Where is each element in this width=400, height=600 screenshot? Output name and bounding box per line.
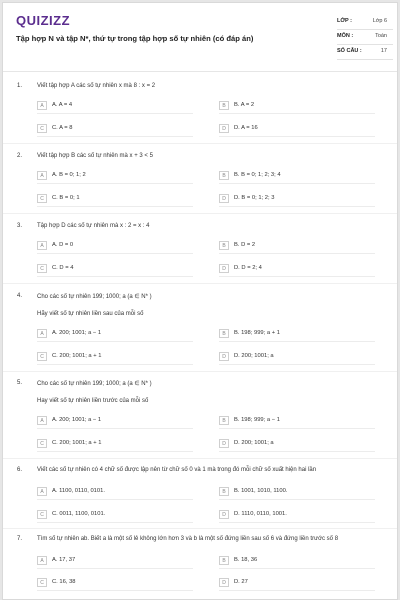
question-number: 1. xyxy=(17,83,23,89)
question-number: 7. xyxy=(17,536,23,542)
question-number: 2. xyxy=(17,153,23,159)
question-subtext: Hay viết số tự nhiên liền trước của mỗi số xyxy=(37,398,149,404)
worksheet-page xyxy=(2,2,398,600)
meta-row-subject xyxy=(337,30,393,45)
option-text: D. B = 0; 1; 2; 3 xyxy=(234,195,275,201)
option-text: C. 16, 38 xyxy=(52,579,76,585)
page-title: Tập hợp N và tập N*, thứ tự trong tập hợp số tự nhiên (có đáp án) xyxy=(16,34,254,43)
option-b[interactable] xyxy=(219,486,375,500)
option-text: B. A = 2 xyxy=(234,102,255,108)
option-text: D. 200; 1001; a xyxy=(234,440,274,446)
option-letter-box: C xyxy=(37,264,47,273)
option-letter-box: B xyxy=(219,416,229,425)
option-text: B. 1001, 1010, 1100. xyxy=(234,488,288,494)
question-number: 4. xyxy=(17,293,23,299)
meta-row-class xyxy=(337,15,393,30)
option-text: C. 200; 1001; a + 1 xyxy=(52,353,102,359)
option-a[interactable] xyxy=(37,170,193,184)
option-a[interactable] xyxy=(37,240,193,254)
option-text: B. 18, 36 xyxy=(234,557,258,563)
option-c[interactable] xyxy=(37,351,193,365)
option-b[interactable] xyxy=(219,100,375,114)
question-divider xyxy=(3,143,397,144)
option-letter-box: A xyxy=(37,241,47,250)
option-text: D. 1110, 0110, 1001. xyxy=(234,511,287,517)
option-c[interactable] xyxy=(37,577,193,591)
option-a[interactable] xyxy=(37,555,193,569)
option-text: A. 200; 1001; a − 1 xyxy=(52,417,102,423)
option-text: D. A = 16 xyxy=(234,125,258,131)
option-text: A. D = 0 xyxy=(52,242,74,248)
option-b[interactable] xyxy=(219,170,375,184)
meta-table xyxy=(337,15,393,60)
option-c[interactable] xyxy=(37,123,193,137)
option-letter-box: D xyxy=(219,510,229,519)
option-letter-box: C xyxy=(37,194,47,203)
option-d[interactable] xyxy=(219,193,375,207)
option-text: B. D = 2 xyxy=(234,242,256,248)
option-letter-box: C xyxy=(37,124,47,133)
option-text: A. A = 4 xyxy=(52,102,73,108)
option-letter-box: B xyxy=(219,101,229,110)
option-text: A. 200; 1001; a − 1 xyxy=(52,330,102,336)
option-letter-box: A xyxy=(37,556,47,565)
option-c[interactable] xyxy=(37,509,193,523)
option-text: C. 200; 1001; a + 1 xyxy=(52,440,102,446)
question-subtext: Hãy viết số tự nhiên liền sau của mỗi số xyxy=(37,311,144,317)
option-c[interactable] xyxy=(37,193,193,207)
option-text: D. D = 2; 4 xyxy=(234,265,262,271)
option-letter-box: B xyxy=(219,487,229,496)
question-divider xyxy=(3,528,397,529)
option-text: D. 27 xyxy=(234,579,248,585)
option-text: D. 200; 1001; a xyxy=(234,353,274,359)
question-divider xyxy=(3,371,397,372)
question-text: Viết tập hợp B các số tự nhiên mà x + 3 < 5 xyxy=(37,153,153,159)
option-letter-box: B xyxy=(219,329,229,338)
option-text: B. B = 0; 1; 2; 3; 4 xyxy=(234,172,281,178)
question-number: 3. xyxy=(17,223,23,229)
question-text: Cho các số tự nhiên 199; 1000; a (a ∈ N* ) xyxy=(37,294,152,300)
meta-key: MÔN : xyxy=(337,33,354,39)
question-text: Tập hợp D các số tự nhiên mà x : 2 = x : 4 xyxy=(37,223,150,229)
option-letter-box: D xyxy=(219,578,229,587)
option-b[interactable] xyxy=(219,328,375,342)
option-letter-box: C xyxy=(37,578,47,587)
option-letter-box: D xyxy=(219,352,229,361)
option-a[interactable] xyxy=(37,486,193,500)
quizizz-logo[interactable]: QUIZIZZ xyxy=(16,13,71,28)
option-d[interactable] xyxy=(219,263,375,277)
question-number: 6. xyxy=(17,467,23,473)
option-letter-box: D xyxy=(219,439,229,448)
option-letter-box: A xyxy=(37,487,47,496)
option-letter-box: C xyxy=(37,439,47,448)
option-letter-box: A xyxy=(37,416,47,425)
meta-key: LỚP : xyxy=(337,18,352,24)
option-d[interactable] xyxy=(219,123,375,137)
option-letter-box: D xyxy=(219,124,229,133)
option-text: C. D = 4 xyxy=(52,265,74,271)
option-b[interactable] xyxy=(219,240,375,254)
option-text: A. 1100, 0110, 0101. xyxy=(52,488,105,494)
option-letter-box: C xyxy=(37,510,47,519)
question-text: Viết tập hợp A các số tự nhiên x mà 8 : x = 2 xyxy=(37,83,156,89)
header xyxy=(3,3,397,67)
option-letter-box: C xyxy=(37,352,47,361)
option-d[interactable] xyxy=(219,351,375,365)
meta-row-count xyxy=(337,45,393,60)
option-letter-box: B xyxy=(219,171,229,180)
header-divider xyxy=(3,71,397,72)
option-a[interactable] xyxy=(37,100,193,114)
option-c[interactable] xyxy=(37,438,193,452)
option-d[interactable] xyxy=(219,438,375,452)
meta-value: Toán xyxy=(375,33,387,39)
option-b[interactable] xyxy=(219,415,375,429)
option-a[interactable] xyxy=(37,415,193,429)
option-text: C. A = 8 xyxy=(52,125,73,131)
question-divider xyxy=(3,283,397,284)
option-text: A. B = 0; 1; 2 xyxy=(52,172,86,178)
question-number: 5. xyxy=(17,380,23,386)
question-text: Viết các số tự nhiên có 4 chữ số được lập nên từ chữ số 0 và 1 mà trong đó mỗi chữ số xuất hiện hai lần xyxy=(37,467,317,473)
question-divider xyxy=(3,213,397,214)
option-text: A. 17, 37 xyxy=(52,557,76,563)
option-b[interactable] xyxy=(219,555,375,569)
option-text: C. B = 0; 1 xyxy=(52,195,80,201)
option-letter-box: D xyxy=(219,264,229,273)
option-letter-box: B xyxy=(219,556,229,565)
option-d[interactable] xyxy=(219,577,375,591)
option-d[interactable] xyxy=(219,509,375,523)
meta-value: Lớp 6 xyxy=(372,18,387,24)
option-text: C. 0011, 1100, 0101. xyxy=(52,511,106,517)
option-letter-box: A xyxy=(37,101,47,110)
question-text: Cho các số tự nhiên 199; 1000; a (a ∈ N* ) xyxy=(37,381,152,387)
option-a[interactable] xyxy=(37,328,193,342)
meta-value: 17 xyxy=(380,48,387,54)
question-text: Tìm số tự nhiên ab. Biết a là một số lẻ không lớn hơn 3 và b là một số đứng liền sau số 6 và đứng liền trước số 8 xyxy=(37,536,339,542)
option-letter-box: D xyxy=(219,194,229,203)
option-text: B. 198; 999; a − 1 xyxy=(234,417,280,423)
option-letter-box: B xyxy=(219,241,229,250)
question-divider xyxy=(3,458,397,459)
meta-key: SỐ CÂU : xyxy=(337,48,362,54)
option-text: B. 198; 999; a + 1 xyxy=(234,330,280,336)
option-letter-box: A xyxy=(37,171,47,180)
option-letter-box: A xyxy=(37,329,47,338)
option-c[interactable] xyxy=(37,263,193,277)
